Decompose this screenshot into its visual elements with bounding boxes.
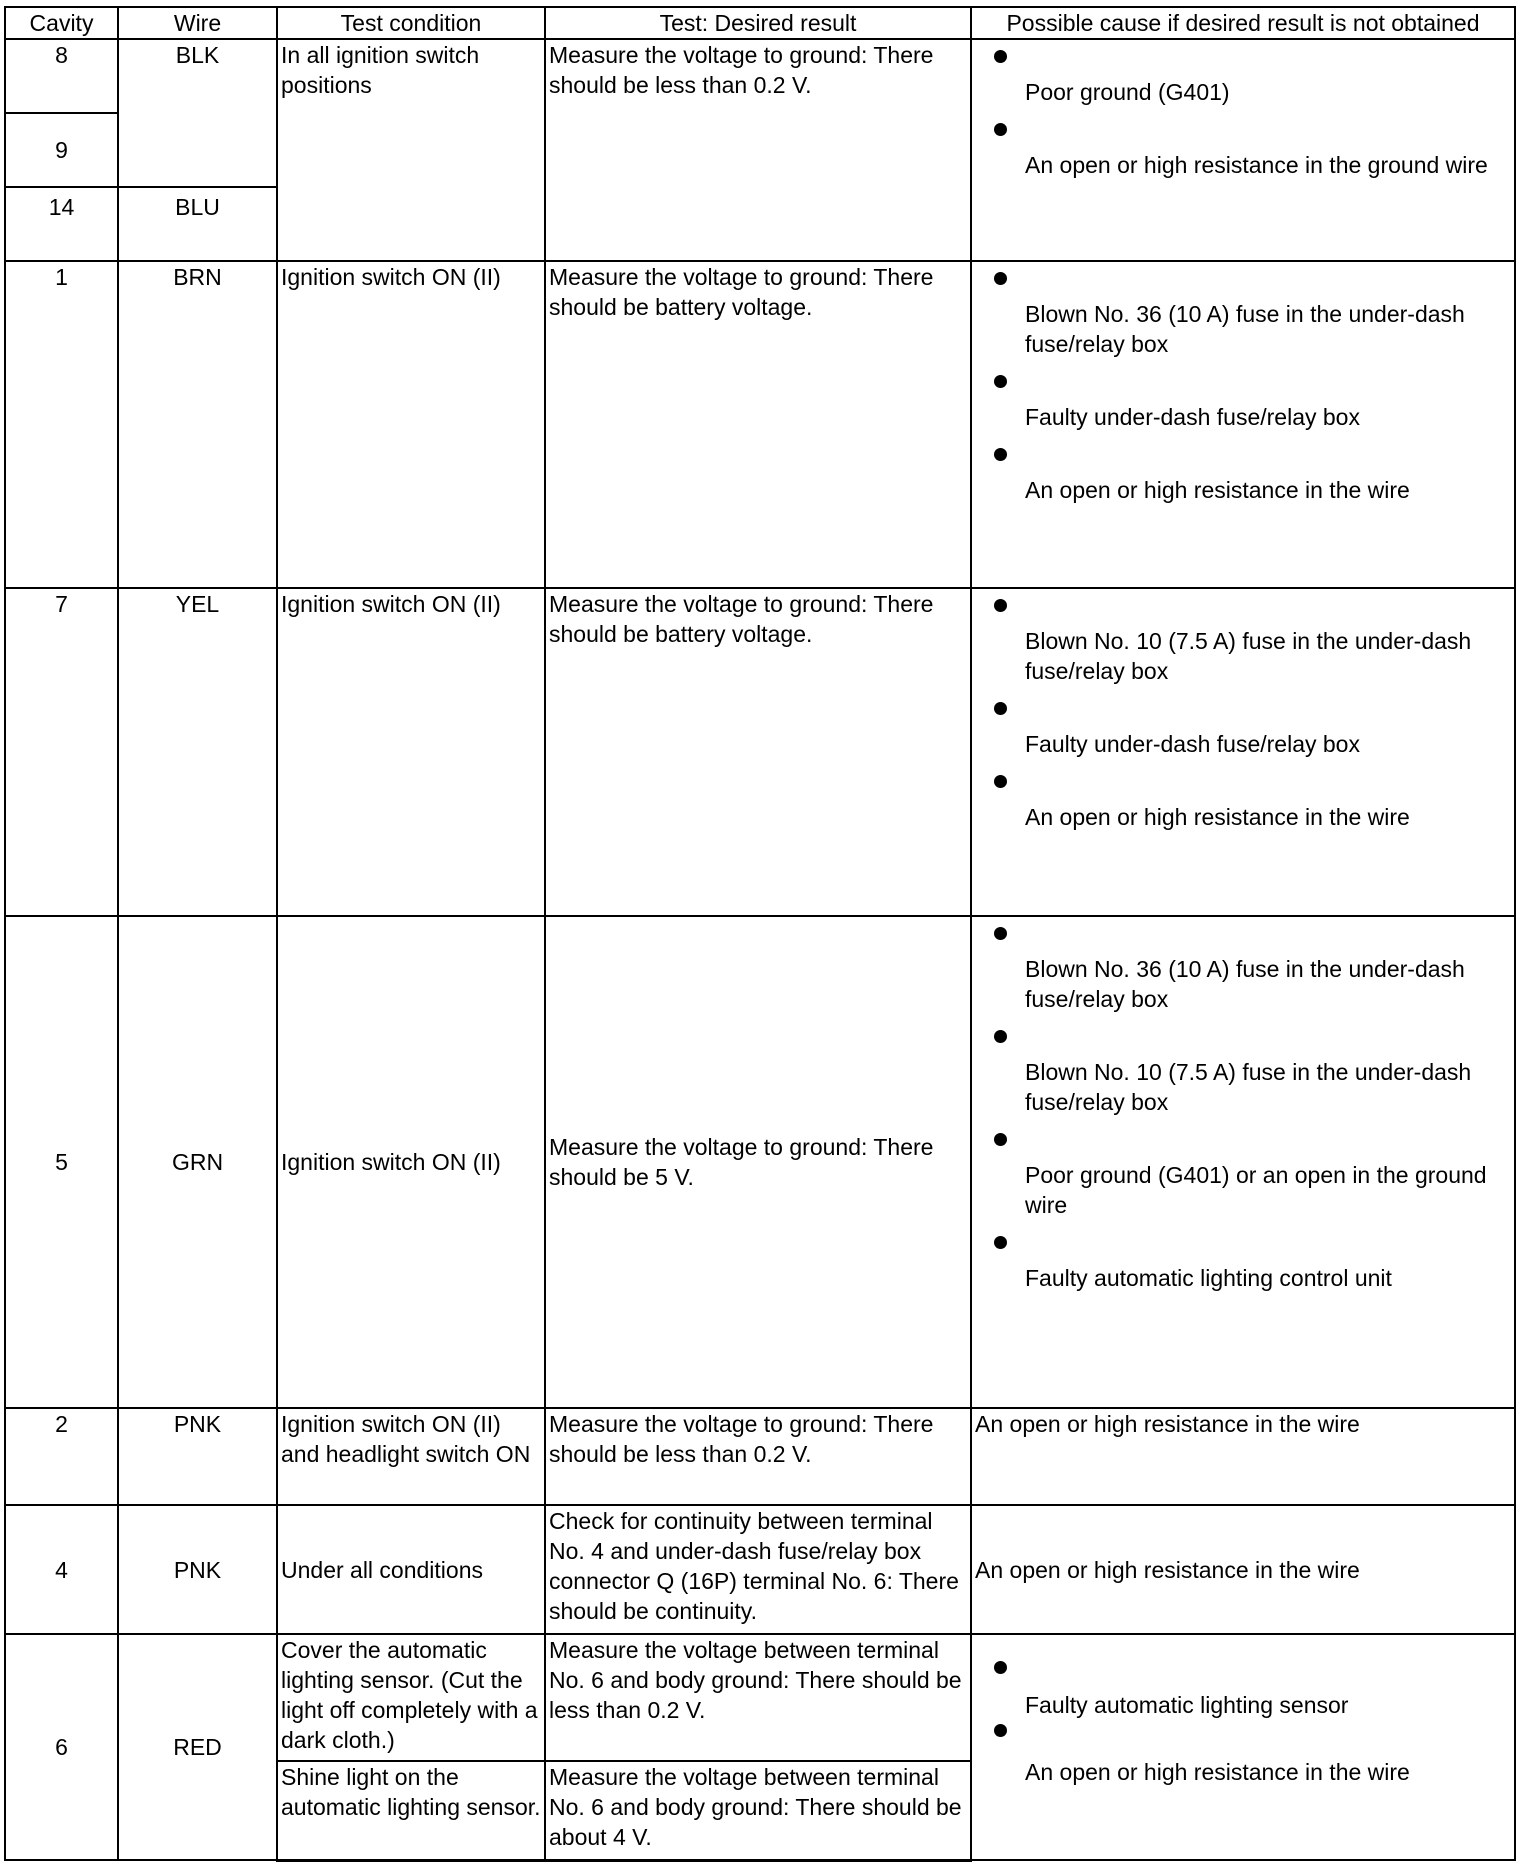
header-wire: Wire <box>118 7 277 39</box>
result-cell: Measure the voltage between terminal No. 6 and body ground: There should be about 4 V. <box>545 1761 971 1860</box>
table-row <box>5 39 1515 113</box>
bullet-icon <box>994 599 1007 612</box>
cause-text: Blown No. 36 (10 A) fuse in the under-dash fuse/relay box <box>1025 301 1465 357</box>
cause-text: Blown No. 10 (7.5 A) fuse in the under-dash fuse/relay box <box>1025 1059 1472 1115</box>
cavity-cell: 4 <box>5 1505 118 1634</box>
cause-text: Faulty automatic lighting sensor <box>1025 1692 1349 1718</box>
cause-text: Faulty under-dash fuse/relay box <box>1025 404 1360 430</box>
bullet-icon <box>994 375 1007 388</box>
cause-item <box>975 262 1511 365</box>
bullet-icon <box>994 50 1007 63</box>
cause-text: Faulty under-dash fuse/relay box <box>1025 731 1360 757</box>
bullet-icon <box>994 272 1007 285</box>
table-row <box>5 588 1515 916</box>
condition-cell: Ignition switch ON (II) <box>277 588 545 916</box>
troubleshooting-table <box>4 6 1516 1862</box>
condition-cell: Under all conditions <box>277 1505 545 1634</box>
result-cell: Measure the voltage to ground: There should be less than 0.2 V. <box>545 1408 971 1505</box>
bullet-icon <box>994 1236 1007 1249</box>
cause-list <box>975 1635 1511 1793</box>
cavity-cell: 7 <box>5 588 118 916</box>
table-row <box>5 1408 1515 1505</box>
cause-item <box>975 40 1511 113</box>
result-cell: Check for continuity between terminal No. 4 and under-dash fuse/relay box connector Q (16P) terminal No. 6: There should be continuity. <box>545 1505 971 1634</box>
result-cell: Measure the voltage to ground: There should be less than 0.2 V. <box>545 39 971 261</box>
header-test-condition: Test condition <box>277 7 545 39</box>
cause-item <box>975 1226 1511 1299</box>
cause-item <box>975 692 1511 765</box>
cause-cell <box>971 916 1515 1408</box>
wire-cell: PNK <box>118 1408 277 1505</box>
cause-item <box>975 917 1511 1020</box>
cause-text: Poor ground (G401) or an open in the ground wire <box>1025 1162 1487 1218</box>
cause-item <box>975 365 1511 438</box>
condition-cell: Ignition switch ON (II) <box>277 261 545 588</box>
cavity-cell: 6 <box>5 1634 118 1860</box>
cause-list <box>975 40 1511 186</box>
cause-cell: An open or high resistance in the wire <box>971 1408 1515 1505</box>
cause-cell: An open or high resistance in the wire <box>971 1505 1515 1634</box>
cause-item <box>975 1020 1511 1123</box>
cause-cell <box>971 39 1515 261</box>
bullet-icon <box>994 927 1007 940</box>
bullet-icon <box>994 702 1007 715</box>
cause-item <box>975 1123 1511 1226</box>
cause-cell <box>971 1634 1515 1860</box>
wire-cell: PNK <box>118 1505 277 1634</box>
bullet-icon <box>994 775 1007 788</box>
cause-cell <box>971 261 1515 588</box>
bullet-icon <box>994 123 1007 136</box>
cause-text: An open or high resistance in the wire <box>1025 804 1410 830</box>
table-row <box>5 916 1515 1408</box>
cause-cell <box>971 588 1515 916</box>
cause-text: An open or high resistance in the wire <box>1025 477 1410 503</box>
cause-list <box>975 589 1511 838</box>
result-cell: Measure the voltage to ground: There should be battery voltage. <box>545 588 971 916</box>
bullet-icon <box>994 1133 1007 1146</box>
cause-text: Blown No. 10 (7.5 A) fuse in the under-dash fuse/relay box <box>1025 628 1472 684</box>
condition-cell: Ignition switch ON (II) and headlight switch ON <box>277 1408 545 1505</box>
cause-item <box>975 589 1511 692</box>
header-cavity: Cavity <box>5 7 118 39</box>
header-desired-result: Test: Desired result <box>545 7 971 39</box>
cause-text: Poor ground (G401) <box>1025 79 1230 105</box>
cause-item <box>975 765 1511 838</box>
wire-cell: BRN <box>118 261 277 588</box>
cavity-cell: 1 <box>5 261 118 588</box>
table-row <box>5 1634 1515 1761</box>
bullet-icon <box>994 1030 1007 1043</box>
condition-cell: Ignition switch ON (II) <box>277 916 545 1408</box>
condition-cell: In all ignition switch positions <box>277 39 545 261</box>
cavity-cell: 8 <box>5 39 118 113</box>
cause-item <box>975 438 1511 511</box>
result-cell: Measure the voltage to ground: There should be battery voltage. <box>545 261 971 588</box>
cavity-cell: 5 <box>5 916 118 1408</box>
wire-cell: GRN <box>118 916 277 1408</box>
table-row <box>5 1505 1515 1634</box>
table-row <box>5 261 1515 588</box>
cause-item <box>975 1714 1511 1793</box>
result-cell: Measure the voltage to ground: There should be 5 V. <box>545 916 971 1408</box>
cause-item <box>975 1635 1511 1718</box>
cavity-cell: 2 <box>5 1408 118 1505</box>
result-cell: Measure the voltage between terminal No. 6 and body ground: There should be less than 0.2 V. <box>545 1634 971 1761</box>
cause-text: Faulty automatic lighting control unit <box>1025 1265 1392 1291</box>
wire-cell: BLK <box>118 39 277 187</box>
cause-list <box>975 917 1511 1299</box>
cause-item <box>975 113 1511 186</box>
header-possible-cause: Possible cause if desired result is not obtained <box>971 7 1515 39</box>
bullet-icon <box>994 448 1007 461</box>
wire-cell: YEL <box>118 588 277 916</box>
cause-list <box>975 262 1511 511</box>
cause-text: An open or high resistance in the wire <box>1025 1759 1410 1785</box>
bullet-icon <box>994 1724 1007 1737</box>
header-row <box>5 7 1515 39</box>
condition-cell: Shine light on the automatic lighting sensor. <box>277 1761 545 1860</box>
wire-cell: BLU <box>118 187 277 261</box>
cavity-cell: 9 <box>5 113 118 187</box>
cause-text: An open or high resistance in the ground wire <box>1025 152 1488 178</box>
cause-text: Blown No. 36 (10 A) fuse in the under-dash fuse/relay box <box>1025 956 1465 1012</box>
cavity-cell: 14 <box>5 187 118 261</box>
bullet-icon <box>994 1661 1007 1674</box>
wire-cell: RED <box>118 1634 277 1860</box>
condition-cell: Cover the automatic lighting sensor. (Cut the light off completely with a dark cloth.) <box>277 1634 545 1761</box>
